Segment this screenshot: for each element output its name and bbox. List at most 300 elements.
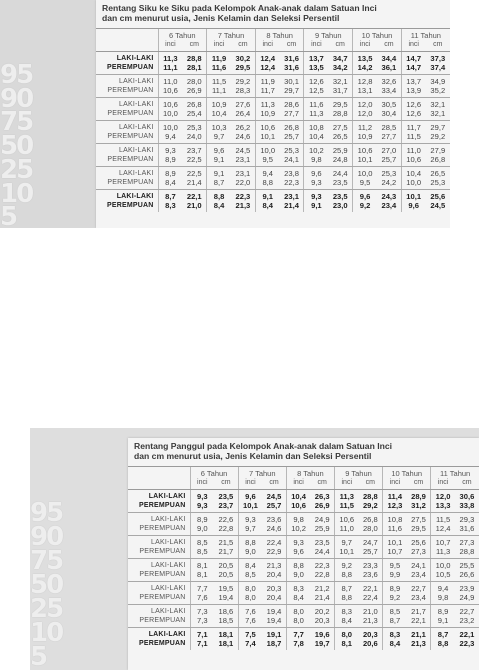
percentile-label: 10 <box>30 620 63 644</box>
cell-inch: 9,4 <box>255 167 279 179</box>
table-row <box>96 178 450 190</box>
cell-inch: 9,7 <box>334 536 358 548</box>
cell-cm: 26,8 <box>186 100 202 109</box>
table-row <box>96 132 450 144</box>
cell-inch: 9,4 <box>431 582 455 594</box>
cell-inch: 8,5 <box>238 570 262 582</box>
cell-cm: 24,0 <box>182 132 206 144</box>
cell-inch: 11,5 <box>207 75 231 87</box>
table-row <box>96 86 450 98</box>
unit-header-inch: inci <box>255 40 279 52</box>
cell-cm: 37,3 <box>430 54 446 63</box>
table-row <box>96 155 450 167</box>
cell-inch: 9,1 <box>207 167 231 179</box>
cell-cm: 21,3 <box>411 639 426 648</box>
cell-cm: 21,4 <box>182 178 206 190</box>
table-title-line: dan cm menurut usia, Jenis Kelamin dan Seleksi Persentil <box>102 13 340 23</box>
cell-inch: 8,5 <box>190 547 214 559</box>
cell-inch: 11,4 <box>383 490 407 502</box>
cell-cm: 36,1 <box>377 63 401 75</box>
unit-header-inch: inci <box>431 478 455 490</box>
header-blank <box>128 467 190 478</box>
cell-cm: 20,5 <box>214 570 238 582</box>
cell-cm: 25,3 <box>186 123 202 132</box>
cell-cm: 23,4 <box>407 570 431 582</box>
cell-inch: 8,0 <box>238 593 262 605</box>
year-header: 8 Tahun <box>255 29 304 40</box>
cell-cm: 20,3 <box>310 616 334 628</box>
cell-inch: 9,4 <box>158 132 182 144</box>
unit-header-inch: inci <box>238 478 262 490</box>
cell-inch: 10,1 <box>334 547 358 559</box>
cell-inch: 9,0 <box>238 547 262 559</box>
cell-cm: 25,6 <box>411 538 426 547</box>
cell-cm: 22,3 <box>280 178 304 190</box>
cell-cm: 23,4 <box>381 201 397 210</box>
table-title-line: Rentang Panggul pada Kelompok Anak-anak dalam Satuan Inci <box>134 441 393 451</box>
table-row <box>96 201 450 212</box>
cell-inch: 7,7 <box>190 582 214 594</box>
cell-cm: 18,7 <box>266 639 282 648</box>
cell-inch: 7,5 <box>238 628 262 640</box>
cell-inch: 8,8 <box>286 559 310 571</box>
table-row <box>96 144 450 156</box>
cell-cm: 23,5 <box>332 192 348 201</box>
cell-cm: 21,5 <box>218 538 234 547</box>
cell-cm: 23,3 <box>362 561 378 570</box>
cell-cm: 24,2 <box>377 178 401 190</box>
row-label: LAKI-LAKI <box>116 193 154 200</box>
cell-inch: 9,2 <box>334 559 358 571</box>
cell-inch: 10,7 <box>383 547 407 559</box>
cell-cm: 18,6 <box>218 607 234 616</box>
cell-inch: 10,8 <box>304 121 328 133</box>
table-row <box>128 593 479 605</box>
cell-inch: 10,4 <box>304 132 328 144</box>
cell-inch: 7,3 <box>190 605 214 617</box>
elbow-span-table-card <box>96 0 450 228</box>
cell-inch: 7,1 <box>190 628 214 640</box>
cell-cm: 30,1 <box>284 77 299 86</box>
cell-cm: 24,6 <box>262 524 286 536</box>
cell-inch: 10,9 <box>353 132 377 144</box>
cell-inch: 12,6 <box>304 75 328 87</box>
unit-header-cm: cm <box>407 478 431 490</box>
cell-inch: 10,9 <box>207 98 231 110</box>
cell-inch: 8,4 <box>207 201 231 212</box>
cell-inch: 10,0 <box>158 109 182 121</box>
row-label: LAKI-LAKI <box>119 147 154 154</box>
cell-cm: 22,8 <box>214 524 238 536</box>
cell-inch: 12,0 <box>431 490 455 502</box>
cell-cm: 25,3 <box>284 146 299 155</box>
cell-inch: 7,3 <box>190 616 214 628</box>
cell-cm: 22,3 <box>459 639 475 648</box>
cell-inch: 8,7 <box>334 582 358 594</box>
percentile-column-top <box>0 62 46 228</box>
cell-inch: 10,6 <box>286 501 310 513</box>
cell-cm: 26,8 <box>284 123 299 132</box>
percentile-label: 5 <box>0 204 17 228</box>
table-row <box>128 628 479 640</box>
cell-cm: 19,6 <box>314 630 330 639</box>
cell-inch: 8,8 <box>334 593 358 605</box>
percentile-column-bottom <box>30 500 76 668</box>
year-header: 8 Tahun <box>286 467 334 478</box>
cell-cm: 29,2 <box>359 501 383 513</box>
cell-inch: 10,6 <box>158 86 182 98</box>
row-label: PEREMPUAN <box>128 524 190 536</box>
data-table <box>128 467 479 650</box>
cell-cm: 26,2 <box>235 123 251 132</box>
cell-inch: 10,2 <box>304 144 328 156</box>
cell-cm: 31,2 <box>407 501 431 513</box>
row-label: LAKI-LAKI <box>119 170 154 177</box>
cell-inch: 10,0 <box>158 121 182 133</box>
cell-inch: 8,9 <box>158 167 182 179</box>
cell-inch: 9,6 <box>353 190 377 202</box>
unit-header-cm: cm <box>280 40 304 52</box>
unit-header-cm: cm <box>359 478 383 490</box>
cell-inch: 8,8 <box>255 178 279 190</box>
cell-inch: 12,6 <box>401 109 425 121</box>
cell-inch: 7,7 <box>286 628 310 640</box>
cell-cm: 22,7 <box>411 584 426 593</box>
cell-cm: 21,2 <box>314 584 330 593</box>
cell-cm: 27,5 <box>411 515 426 524</box>
cell-cm: 22,3 <box>235 192 251 201</box>
cell-inch: 9,1 <box>207 155 231 167</box>
cell-inch: 10,2 <box>286 524 310 536</box>
cell-cm: 23,1 <box>235 169 251 178</box>
cell-cm: 24,9 <box>455 593 479 605</box>
row-label: LAKI-LAKI <box>148 631 186 638</box>
cell-inch: 11,6 <box>304 98 328 110</box>
year-header: 7 Tahun <box>207 29 256 40</box>
cell-cm: 27,5 <box>332 123 348 132</box>
cell-inch: 12,5 <box>304 86 328 98</box>
unit-header-inch: inci <box>334 478 358 490</box>
cell-cm: 23,2 <box>455 616 479 628</box>
cell-cm: 28,8 <box>186 54 202 63</box>
unit-header-inch: inci <box>383 478 407 490</box>
cell-cm: 25,4 <box>182 109 206 121</box>
cell-cm: 24,5 <box>266 492 282 501</box>
cell-inch: 8,0 <box>334 628 358 640</box>
cell-cm: 27,9 <box>430 146 446 155</box>
cell-cm: 19,7 <box>314 639 330 648</box>
cell-cm: 31,6 <box>455 524 479 536</box>
cell-inch: 13,7 <box>401 75 425 87</box>
row-label: LAKI-LAKI <box>151 562 186 569</box>
cell-inch: 9,6 <box>207 144 231 156</box>
cell-cm: 34,2 <box>328 63 352 75</box>
cell-cm: 22,1 <box>459 630 475 639</box>
cell-inch: 9,3 <box>190 490 214 502</box>
cell-cm: 23,1 <box>284 192 299 201</box>
cell-inch: 9,1 <box>304 201 328 212</box>
data-table <box>96 29 450 212</box>
year-header: 9 Tahun <box>334 467 382 478</box>
cell-inch: 8,7 <box>431 628 455 640</box>
percentile-label: 95 <box>0 62 33 86</box>
cell-cm: 21,7 <box>411 607 426 616</box>
cell-inch: 8,8 <box>334 570 358 582</box>
cell-cm: 20,3 <box>362 630 378 639</box>
row-label: PEREMPUAN <box>96 86 158 98</box>
cell-cm: 22,5 <box>186 169 202 178</box>
cell-cm: 27,7 <box>280 109 304 121</box>
row-label: PEREMPUAN <box>128 593 190 605</box>
cell-inch: 10,9 <box>255 109 279 121</box>
cell-cm: 23,6 <box>359 570 383 582</box>
cell-inch: 10,4 <box>401 167 425 179</box>
cell-cm: 28,5 <box>381 123 397 132</box>
cell-inch: 9,7 <box>207 132 231 144</box>
cell-inch: 11,1 <box>158 63 182 75</box>
table-row <box>96 190 450 202</box>
cell-inch: 8,4 <box>286 593 310 605</box>
cell-cm: 33,4 <box>377 86 401 98</box>
cell-cm: 25,9 <box>310 524 334 536</box>
cell-inch: 9,2 <box>383 593 407 605</box>
cell-inch: 8,0 <box>286 605 310 617</box>
cell-inch: 8,1 <box>334 639 358 650</box>
cell-cm: 23,0 <box>332 201 348 210</box>
cell-cm: 20,4 <box>262 593 286 605</box>
year-header: 6 Tahun <box>158 29 207 40</box>
unit-header-inch: inci <box>207 40 231 52</box>
cell-inch: 11,3 <box>431 547 455 559</box>
header-blank <box>96 40 158 52</box>
cell-cm: 28,0 <box>359 524 383 536</box>
cell-cm: 24,1 <box>280 155 304 167</box>
cell-cm: 24,8 <box>328 155 352 167</box>
cell-inch: 10,6 <box>158 98 182 110</box>
cell-cm: 24,5 <box>430 201 446 210</box>
cell-inch: 11,1 <box>207 86 231 98</box>
cell-inch: 14,2 <box>353 63 377 75</box>
header-blank <box>128 478 190 490</box>
cell-cm: 37,4 <box>426 63 450 75</box>
cell-cm: 34,7 <box>332 54 348 63</box>
cell-inch: 10,4 <box>286 490 310 502</box>
cell-inch: 9,3 <box>304 178 328 190</box>
cell-inch: 9,3 <box>304 190 328 202</box>
cell-cm: 22,5 <box>182 155 206 167</box>
table-row <box>128 605 479 617</box>
cell-inch: 10,1 <box>238 501 262 513</box>
cell-cm: 22,0 <box>231 178 255 190</box>
cell-cm: 19,4 <box>214 593 238 605</box>
row-label: LAKI-LAKI <box>148 493 186 500</box>
table-row <box>128 639 479 650</box>
cell-inch: 10,1 <box>383 536 407 548</box>
cell-inch: 10,1 <box>353 155 377 167</box>
cell-cm: 29,2 <box>235 77 251 86</box>
cell-cm: 30,5 <box>381 100 397 109</box>
cell-cm: 22,8 <box>310 570 334 582</box>
percentile-label: 25 <box>30 596 63 620</box>
cell-cm: 26,8 <box>426 155 450 167</box>
cell-cm: 25,7 <box>280 132 304 144</box>
cell-cm: 23,1 <box>231 155 255 167</box>
row-label: PEREMPUAN <box>128 570 190 582</box>
cell-cm: 23,4 <box>407 593 431 605</box>
cell-inch: 7,6 <box>238 616 262 628</box>
cell-cm: 26,5 <box>328 132 352 144</box>
cell-cm: 32,1 <box>332 77 348 86</box>
cell-cm: 32,1 <box>430 100 446 109</box>
cell-inch: 13,3 <box>431 501 455 513</box>
cell-inch: 10,1 <box>255 132 279 144</box>
row-label: LAKI-LAKI <box>119 124 154 131</box>
cell-inch: 8,5 <box>190 536 214 548</box>
cell-inch: 11,9 <box>207 52 231 64</box>
cell-cm: 20,2 <box>314 607 330 616</box>
cell-cm: 24,6 <box>231 132 255 144</box>
cell-inch: 12,4 <box>255 52 279 64</box>
cell-inch: 9,0 <box>190 524 214 536</box>
row-label: PEREMPUAN <box>128 501 190 513</box>
cell-cm: 24,4 <box>310 547 334 559</box>
cell-cm: 25,9 <box>332 146 348 155</box>
cell-cm: 25,7 <box>262 501 286 513</box>
cell-cm: 23,7 <box>214 501 238 513</box>
unit-header-cm: cm <box>214 478 238 490</box>
cell-inch: 8,3 <box>158 201 182 212</box>
percentile-label: 25 <box>0 156 33 181</box>
cell-cm: 23,5 <box>218 492 234 501</box>
cell-inch: 9,2 <box>353 201 377 212</box>
cell-inch: 11,7 <box>401 121 425 133</box>
cell-cm: 29,5 <box>407 524 431 536</box>
cell-inch: 12,4 <box>255 63 279 75</box>
cell-cm: 20,5 <box>218 561 234 570</box>
cell-cm: 22,4 <box>266 538 282 547</box>
cell-inch: 8,8 <box>238 536 262 548</box>
unit-header-cm: cm <box>328 40 352 52</box>
cell-inch: 8,4 <box>238 559 262 571</box>
cell-inch: 11,5 <box>334 501 358 513</box>
cell-inch: 12,0 <box>353 98 377 110</box>
cell-inch: 8,9 <box>158 155 182 167</box>
cell-inch: 9,0 <box>286 570 310 582</box>
cell-inch: 13,5 <box>304 63 328 75</box>
cell-cm: 28,6 <box>284 100 299 109</box>
cell-cm: 23,7 <box>186 146 202 155</box>
cell-inch: 12,8 <box>353 75 377 87</box>
year-header: 7 Tahun <box>238 467 286 478</box>
row-label: LAKI-LAKI <box>151 516 186 523</box>
cell-inch: 11,0 <box>334 524 358 536</box>
cell-cm: 26,6 <box>455 570 479 582</box>
cell-cm: 28,8 <box>455 547 479 559</box>
cell-cm: 34,4 <box>381 54 397 63</box>
cell-cm: 30,4 <box>377 109 401 121</box>
cell-cm: 22,9 <box>262 547 286 559</box>
cell-cm: 27,7 <box>377 132 401 144</box>
unit-header-cm: cm <box>455 478 479 490</box>
cell-inch: 11,7 <box>255 86 279 98</box>
cell-inch: 9,5 <box>353 178 377 190</box>
row-label: LAKI-LAKI <box>116 55 154 62</box>
cell-cm: 29,7 <box>280 86 304 98</box>
cell-cm: 31,6 <box>280 63 304 75</box>
cell-cm: 27,3 <box>407 547 431 559</box>
cell-inch: 11,0 <box>401 144 425 156</box>
row-label: LAKI-LAKI <box>119 78 154 85</box>
cell-cm: 23,5 <box>314 538 330 547</box>
cell-inch: 9,5 <box>255 155 279 167</box>
cell-cm: 22,7 <box>459 607 475 616</box>
cell-inch: 11,6 <box>383 524 407 536</box>
cell-inch: 8,3 <box>334 605 358 617</box>
cell-inch: 8,0 <box>238 582 262 594</box>
cell-inch: 13,1 <box>353 86 377 98</box>
cell-inch: 10,6 <box>401 155 425 167</box>
cell-cm: 21,3 <box>266 561 282 570</box>
table-row <box>128 616 479 628</box>
cell-cm: 21,3 <box>359 616 383 628</box>
cell-inch: 7,4 <box>238 639 262 650</box>
cell-cm: 25,3 <box>426 178 450 190</box>
cell-inch: 9,8 <box>286 513 310 525</box>
unit-header-inch: inci <box>304 40 328 52</box>
cell-inch: 10,8 <box>383 513 407 525</box>
cell-cm: 18,1 <box>218 630 234 639</box>
row-label: PEREMPUAN <box>96 63 158 75</box>
cell-cm: 22,3 <box>314 561 330 570</box>
percentile-label: 50 <box>0 133 33 157</box>
cell-inch: 11,3 <box>255 98 279 110</box>
table-title <box>96 0 450 29</box>
cell-cm: 21,4 <box>284 201 299 210</box>
cell-inch: 11,3 <box>158 52 182 64</box>
table-row <box>128 582 479 594</box>
percentile-label: 5 <box>30 644 47 668</box>
cell-inch: 8,4 <box>255 201 279 212</box>
cell-cm: 27,0 <box>381 146 397 155</box>
row-label: LAKI-LAKI <box>119 101 154 108</box>
cell-cm: 32,1 <box>426 109 450 121</box>
cell-cm: 24,4 <box>332 169 348 178</box>
cell-cm: 22,1 <box>362 584 378 593</box>
cell-inch: 8,1 <box>190 559 214 571</box>
cell-inch: 9,6 <box>401 201 425 212</box>
row-label: PEREMPUAN <box>128 616 190 628</box>
cell-cm: 24,9 <box>314 515 330 524</box>
percentile-label: 90 <box>0 85 33 110</box>
cell-inch: 8,9 <box>383 582 407 594</box>
cell-inch: 10,6 <box>334 513 358 525</box>
cell-inch: 8,3 <box>286 582 310 594</box>
hip-span-table-card <box>128 438 479 670</box>
cell-cm: 28,0 <box>186 77 202 86</box>
table-row <box>128 536 479 548</box>
year-header: 9 Tahun <box>304 29 353 40</box>
cell-inch: 11,2 <box>353 121 377 133</box>
cell-cm: 28,3 <box>231 86 255 98</box>
cell-cm: 29,2 <box>426 132 450 144</box>
row-label: PEREMPUAN <box>96 109 158 121</box>
table-row <box>96 75 450 87</box>
cell-inch: 8,9 <box>190 513 214 525</box>
cell-cm: 19,1 <box>266 630 282 639</box>
cell-inch: 10,1 <box>401 190 425 202</box>
cell-inch: 9,8 <box>304 155 328 167</box>
cell-inch: 11,9 <box>255 75 279 87</box>
